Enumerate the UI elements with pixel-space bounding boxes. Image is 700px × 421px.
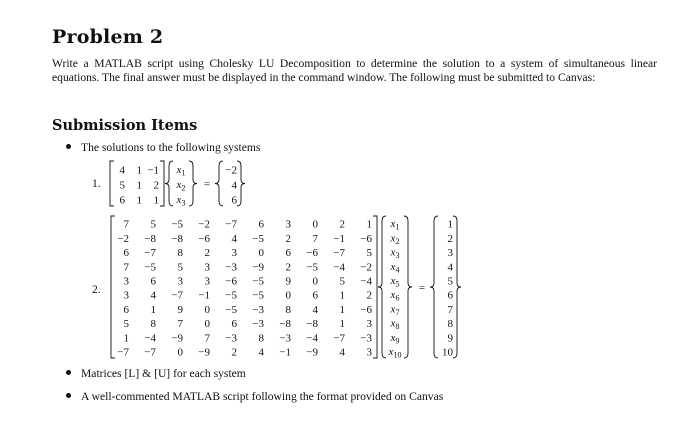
matrix-cell: 4 bbox=[150, 289, 156, 302]
rhs-value: 2 bbox=[447, 232, 453, 245]
bullet-text: Matrices [L] & [U] for each system bbox=[81, 367, 246, 380]
matrix-cell: 6 bbox=[150, 275, 156, 288]
matrix-cell: −6 bbox=[360, 303, 372, 316]
rhs-value: 6 bbox=[447, 289, 453, 302]
vector-left-brace bbox=[165, 161, 173, 206]
matrix-cell: 6 bbox=[285, 247, 291, 260]
matrix-cell: −6 bbox=[225, 275, 237, 288]
rhs-value: 1 bbox=[447, 218, 453, 231]
matrix-cell: 2 bbox=[339, 218, 345, 231]
matrix-cell: −6 bbox=[198, 232, 210, 245]
vector-right-brace bbox=[453, 216, 461, 358]
bullet-text: The solutions to the following systems bbox=[81, 141, 261, 154]
rhs-value: 6 bbox=[231, 194, 237, 207]
unknown-variable: $x_{10}$ bbox=[388, 346, 402, 360]
matrix-cell: 6 bbox=[119, 194, 125, 207]
bullet-dot-icon bbox=[66, 370, 71, 375]
system2-label: 2. bbox=[92, 283, 101, 296]
matrix-cell: −9 bbox=[171, 332, 183, 345]
matrix-cell: 4 bbox=[231, 232, 237, 245]
matrix-cell: 1 bbox=[136, 179, 142, 192]
matrix-cell: 2 bbox=[366, 289, 372, 302]
matrix-cell: −5 bbox=[252, 275, 264, 288]
matrix-cell: −8 bbox=[279, 318, 291, 331]
vector-left-brace bbox=[215, 161, 223, 206]
submission-heading: Submission Items bbox=[52, 117, 198, 134]
vector-left-brace bbox=[378, 216, 386, 358]
matrix-cell: 5 bbox=[339, 275, 345, 288]
matrix-cell: −3 bbox=[225, 261, 237, 274]
matrix-cell: 3 bbox=[123, 289, 129, 302]
matrix-cell: −4 bbox=[360, 275, 372, 288]
unknown-variable: $x_3$ bbox=[176, 194, 186, 208]
matrix-cell: −2 bbox=[117, 232, 129, 245]
matrix-cell: 8 bbox=[177, 247, 183, 260]
unknown-variable: $x_5$ bbox=[390, 275, 400, 289]
rhs-value: 10 bbox=[442, 346, 453, 359]
matrix-cell: 0 bbox=[204, 318, 210, 331]
matrix-cell: −8 bbox=[171, 232, 183, 245]
rhs-value: 4 bbox=[231, 179, 237, 192]
unknown-variable: $x_6$ bbox=[390, 289, 400, 303]
matrix-right-bracket bbox=[160, 161, 164, 206]
bullet-script bbox=[66, 390, 443, 403]
matrix-left-bracket bbox=[111, 216, 115, 358]
matrix-cell: −5 bbox=[144, 261, 156, 274]
unknown-variable: $x_7$ bbox=[390, 303, 400, 317]
rhs-value: 8 bbox=[447, 318, 453, 331]
matrix-cell: 3 bbox=[204, 275, 210, 288]
matrix-cell: −1 bbox=[279, 346, 291, 359]
matrix-cell: 8 bbox=[258, 332, 264, 345]
matrix-cell: −6 bbox=[306, 247, 318, 260]
matrix-cell: 7 bbox=[177, 318, 183, 331]
matrix-cell: 4 bbox=[119, 164, 125, 177]
rhs-value: 5 bbox=[447, 275, 453, 288]
matrix-cell: 7 bbox=[123, 218, 129, 231]
rhs-value: 4 bbox=[447, 261, 453, 274]
vector-right-brace bbox=[404, 216, 412, 358]
matrix-cell: 8 bbox=[150, 318, 156, 331]
matrix-cell: 3 bbox=[285, 218, 291, 231]
matrix-cell: 0 bbox=[258, 247, 264, 260]
matrix-cell: 6 bbox=[258, 218, 264, 231]
matrix-cell: −5 bbox=[171, 218, 183, 231]
matrix-cell: 1 bbox=[366, 218, 372, 231]
vector-left-brace bbox=[430, 216, 438, 358]
matrix-cell: −3 bbox=[225, 332, 237, 345]
matrix-cell: −1 bbox=[198, 289, 210, 302]
matrix-cell: −5 bbox=[306, 261, 318, 274]
matrix-cell: −3 bbox=[360, 332, 372, 345]
unknown-variable: $x_2$ bbox=[390, 232, 400, 246]
matrix-cell: −1 bbox=[147, 164, 159, 177]
matrix-cell: −3 bbox=[279, 332, 291, 345]
matrix-cell: 9 bbox=[285, 275, 291, 288]
matrix-cell: 1 bbox=[339, 303, 345, 316]
matrix-cell: 2 bbox=[285, 261, 291, 274]
matrix-cell: 7 bbox=[123, 261, 129, 274]
matrix-cell: −7 bbox=[333, 332, 345, 345]
matrix-cell: 4 bbox=[258, 346, 264, 359]
matrix-cell: 6 bbox=[312, 289, 318, 302]
matrix-cell: 7 bbox=[312, 232, 318, 245]
matrix-cell: 8 bbox=[285, 303, 291, 316]
matrix-cell: 1 bbox=[136, 164, 142, 177]
matrix-cell: 1 bbox=[150, 303, 156, 316]
matrix-cell: −3 bbox=[252, 318, 264, 331]
matrix-cell: −7 bbox=[144, 346, 156, 359]
intro-paragraph: Write a MATLAB script using Cholesky LU Decomposition to determine the solution to a system of simultaneous linear equations. The final answer must be displayed in the command window. The following must be submitted to Canvas: bbox=[52, 57, 657, 85]
equals-sign: = bbox=[418, 282, 426, 294]
matrix-cell: 5 bbox=[366, 247, 372, 260]
matrix-cell: 5 bbox=[123, 318, 129, 331]
matrix-cell: −6 bbox=[360, 232, 372, 245]
matrix-cell: 2 bbox=[285, 232, 291, 245]
matrix-cell: −9 bbox=[306, 346, 318, 359]
rhs-value: 9 bbox=[447, 332, 453, 345]
matrix-cell: −7 bbox=[333, 247, 345, 260]
matrix-cell: −7 bbox=[117, 346, 129, 359]
matrix-right-bracket bbox=[373, 216, 377, 358]
matrix-cell: −2 bbox=[360, 261, 372, 274]
matrix-cell: 1 bbox=[339, 318, 345, 331]
rhs-value: 7 bbox=[447, 303, 453, 316]
matrix-cell: −2 bbox=[198, 218, 210, 231]
unknown-variable: $x_1$ bbox=[390, 218, 400, 232]
matrix-cell: 6 bbox=[123, 247, 129, 260]
matrix-cell: 2 bbox=[231, 346, 237, 359]
rhs-value: −2 bbox=[225, 164, 237, 177]
unknown-variable: $x_2$ bbox=[176, 179, 186, 193]
matrix-cell: 5 bbox=[119, 179, 125, 192]
matrix-cell: −7 bbox=[144, 247, 156, 260]
equals-sign: = bbox=[203, 178, 211, 191]
matrix-cell: −5 bbox=[252, 232, 264, 245]
system1-label: 1. bbox=[92, 177, 101, 190]
rhs-value: 3 bbox=[447, 247, 453, 260]
matrix-cell: −8 bbox=[144, 232, 156, 245]
matrix-cell: 0 bbox=[312, 275, 318, 288]
matrix-cell: 0 bbox=[204, 303, 210, 316]
matrix-cell: −5 bbox=[225, 303, 237, 316]
matrix-cell: −7 bbox=[225, 218, 237, 231]
matrix-cell: −3 bbox=[252, 303, 264, 316]
matrix-cell: 5 bbox=[177, 261, 183, 274]
unknown-variable: $x_3$ bbox=[390, 246, 400, 261]
matrix-cell: −5 bbox=[252, 289, 264, 302]
matrix-cell: −1 bbox=[333, 232, 345, 245]
matrix-cell: −9 bbox=[198, 346, 210, 359]
matrix-cell: −5 bbox=[225, 289, 237, 302]
matrix-cell: 5 bbox=[150, 218, 156, 231]
page-title: Problem 2 bbox=[52, 26, 164, 48]
matrix-cell: 6 bbox=[123, 303, 129, 316]
bullet-matrices bbox=[66, 367, 246, 380]
vector-right-brace bbox=[189, 161, 197, 206]
unknown-variable: $x_4$ bbox=[390, 260, 400, 275]
matrix-cell: 3 bbox=[204, 261, 210, 274]
matrix-cell: 0 bbox=[285, 289, 291, 302]
matrix-cell: 1 bbox=[136, 194, 142, 207]
matrix-cell: 3 bbox=[366, 318, 372, 331]
matrix-cell: 3 bbox=[123, 275, 129, 288]
matrix-cell: −4 bbox=[333, 261, 345, 274]
matrix-cell: 3 bbox=[231, 247, 237, 260]
matrix-cell: 1 bbox=[123, 332, 129, 345]
unknown-variable: $x_9$ bbox=[390, 331, 400, 346]
matrix-cell: 6 bbox=[231, 318, 237, 331]
matrix-cell: −9 bbox=[252, 261, 264, 274]
matrix-cell: 1 bbox=[339, 289, 345, 302]
matrix-cell: 2 bbox=[204, 247, 210, 260]
vector-right-brace bbox=[237, 161, 245, 206]
matrix-cell: 0 bbox=[177, 346, 183, 359]
unknown-variable: $x_8$ bbox=[390, 317, 400, 332]
matrix-cell: −8 bbox=[306, 318, 318, 331]
matrix-cell: −4 bbox=[306, 332, 318, 345]
matrix-cell: 0 bbox=[312, 218, 318, 231]
matrix-left-bracket bbox=[110, 161, 114, 206]
matrix-cell: 4 bbox=[339, 346, 345, 359]
matrix-cell: 4 bbox=[312, 303, 318, 316]
matrix-cell: 3 bbox=[366, 346, 372, 359]
matrix-cell: 7 bbox=[204, 332, 210, 345]
matrix-cell: −7 bbox=[171, 289, 183, 302]
matrix-cell: 2 bbox=[153, 179, 159, 192]
matrix-cell: −4 bbox=[144, 332, 156, 345]
bullet-text: A well-commented MATLAB script following the format provided on Canvas bbox=[81, 390, 444, 403]
matrix-cell: 9 bbox=[177, 303, 183, 316]
matrix-cell: 3 bbox=[177, 275, 183, 288]
matrix-cell: 1 bbox=[153, 194, 159, 207]
unknown-variable: $x_1$ bbox=[176, 164, 186, 178]
bullet-dot-icon bbox=[66, 393, 71, 398]
